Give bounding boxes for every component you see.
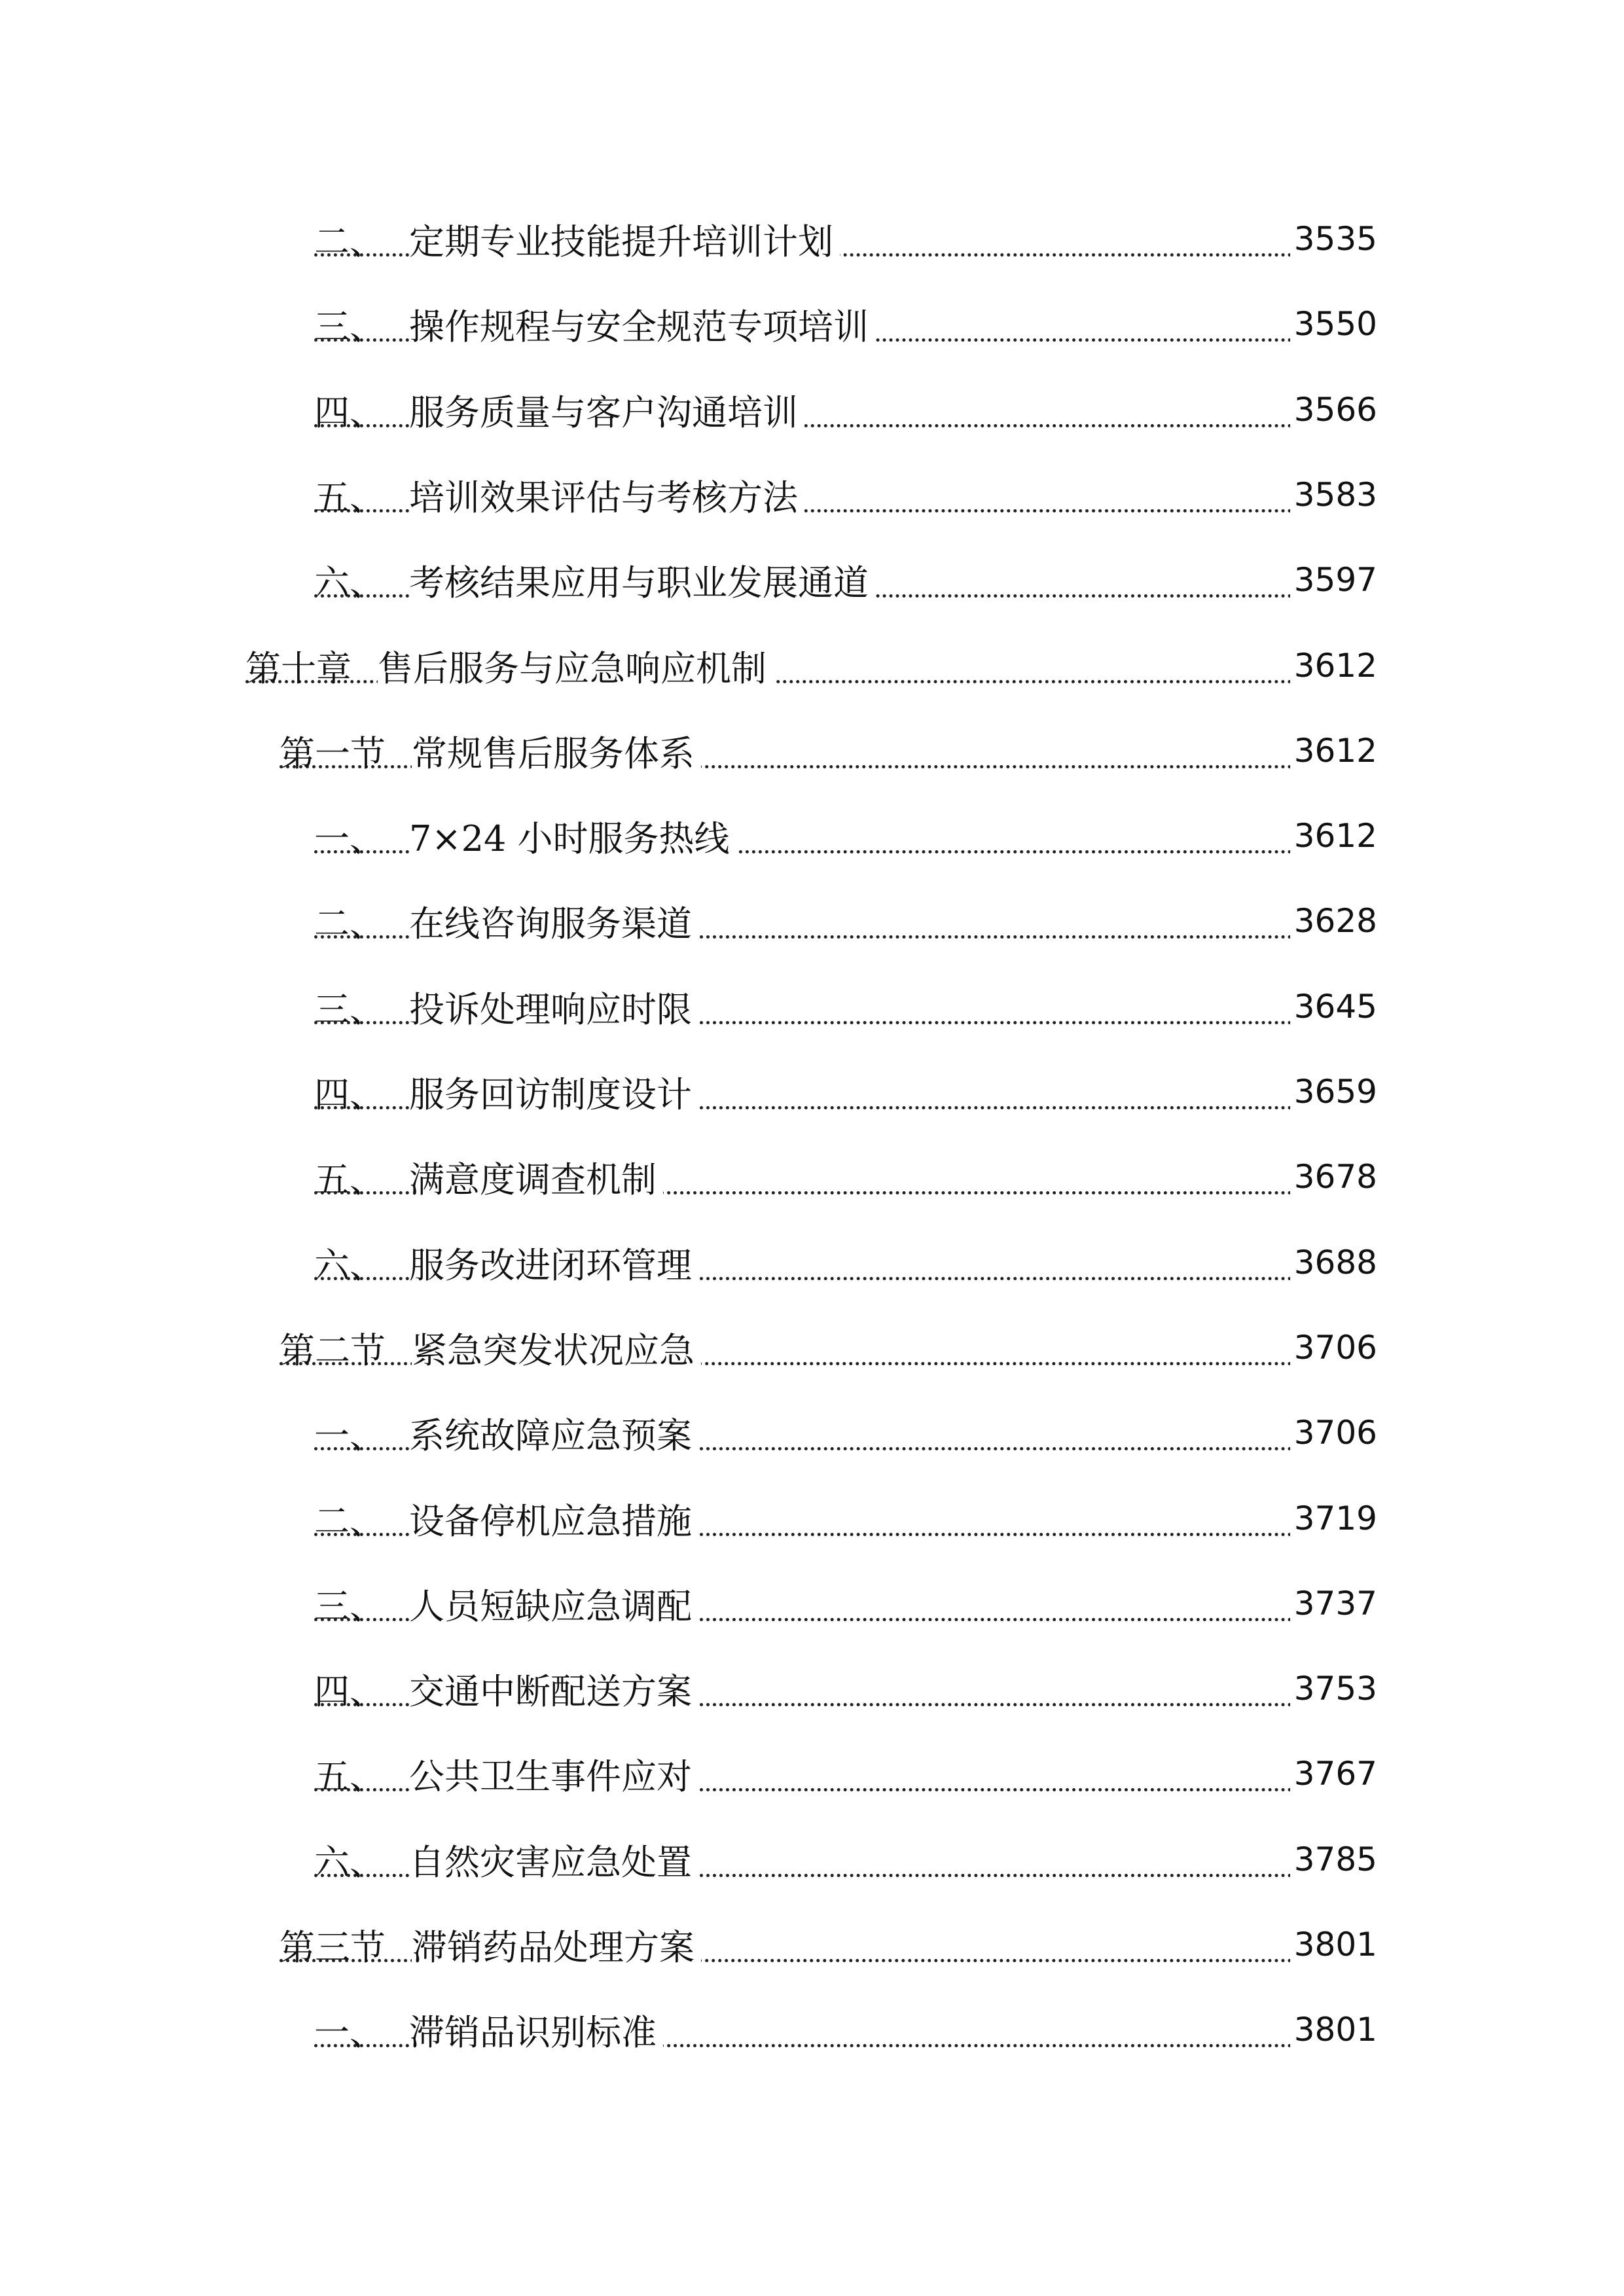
toc-page-number: 3801 (1290, 1909, 1377, 1981)
toc-entry-number: 四、 (314, 391, 385, 433)
toc-page-number: 3612 (1290, 630, 1377, 702)
toc-entry-title: 服务回访制度设计 (409, 1067, 698, 1117)
toc-entry-text (314, 885, 698, 957)
toc-page-number: 3767 (1290, 1738, 1377, 1810)
toc-page-number: 3535 (1290, 203, 1377, 275)
toc-entry-number: 第十章 (245, 647, 352, 689)
toc-entry-number: 六、 (314, 1244, 385, 1286)
toc-entry-title: 公共卫生事件应对 (409, 1749, 698, 1799)
toc-entry-title: 培训效果评估与考核方法 (409, 470, 804, 520)
toc-entry-title: 设备停机应急措施 (409, 1494, 698, 1544)
toc-entry-text (280, 1909, 701, 1981)
toc-page-number: 3612 (1290, 715, 1377, 787)
toc-entry-number: 四、 (314, 1670, 385, 1712)
toc-entry-title: 人员短缺应急调配 (409, 1579, 698, 1629)
toc-item-entry[interactable] (0, 1568, 1624, 1640)
toc-entry-text (314, 1738, 698, 1810)
toc-entry-text (314, 1141, 663, 1213)
toc-entry-number: 三、 (314, 306, 385, 348)
toc-item-entry[interactable] (0, 544, 1624, 616)
toc-entry-text (314, 1482, 698, 1554)
toc-entry-title: 7×24 小时服务热线 (409, 811, 736, 861)
toc-section-entry[interactable] (0, 1312, 1624, 1384)
toc-page-number: 3737 (1290, 1568, 1377, 1640)
toc-entry-number: 五、 (314, 476, 385, 518)
toc-entry-number: 第一节 (280, 732, 386, 774)
toc-entry-title: 考核结果应用与职业发展通道 (409, 555, 875, 605)
toc-page-number: 3678 (1290, 1141, 1377, 1213)
toc-entry-text (245, 630, 773, 702)
toc-entry-number: 四、 (314, 1073, 385, 1115)
toc-entry-text (314, 800, 736, 872)
toc-item-entry[interactable] (0, 1994, 1624, 2066)
toc-item-entry[interactable] (0, 1482, 1624, 1554)
toc-page-number: 3706 (1290, 1397, 1377, 1469)
toc-item-entry[interactable] (0, 800, 1624, 872)
toc-entry-text (280, 1312, 701, 1384)
toc-entry-title: 定期专业技能提升培训计划 (409, 214, 840, 264)
toc-entry-number: 六、 (314, 1841, 385, 1883)
toc-entry-text (280, 715, 701, 787)
toc-item-entry[interactable] (0, 288, 1624, 360)
toc-entry-title: 服务质量与客户沟通培训 (409, 385, 804, 435)
toc-entry-text (314, 971, 698, 1043)
toc-entry-text (314, 1994, 663, 2066)
toc-entry-title: 服务改进闭环管理 (409, 1238, 698, 1288)
toc-page-number: 3659 (1290, 1056, 1377, 1128)
toc-item-entry[interactable] (0, 971, 1624, 1043)
toc-page-number: 3566 (1290, 374, 1377, 446)
toc-entry-text (314, 1397, 698, 1469)
toc-item-entry[interactable] (0, 1227, 1624, 1299)
toc-entry-text (314, 1568, 698, 1640)
toc-entry-text (314, 203, 840, 275)
toc-entry-number: 三、 (314, 988, 385, 1030)
toc-entry-number: 六、 (314, 562, 385, 603)
toc-entry-title: 紧急突发状况应急 (412, 1323, 701, 1373)
toc-entry-text (314, 288, 875, 360)
toc-entry-title: 滞销药品处理方案 (412, 1920, 701, 1970)
toc-item-entry[interactable] (0, 1056, 1624, 1128)
toc-item-entry[interactable] (0, 203, 1624, 275)
toc-item-entry[interactable] (0, 1141, 1624, 1213)
toc-entry-number: 五、 (314, 1158, 385, 1200)
toc-entry-number: 一、 (314, 1414, 385, 1456)
toc-section-entry[interactable] (0, 1909, 1624, 1981)
toc-page-number: 3706 (1290, 1312, 1377, 1384)
toc-chapter-entry[interactable] (0, 630, 1624, 702)
toc-page-number: 3597 (1290, 544, 1377, 616)
toc-entry-text (314, 1056, 698, 1128)
toc-entry-title: 常规售后服务体系 (412, 726, 701, 776)
toc-page-number: 3550 (1290, 288, 1377, 360)
toc-entry-number: 第三节 (280, 1926, 386, 1968)
toc-entry-number: 二、 (314, 221, 385, 262)
toc-page-number: 3801 (1290, 1994, 1377, 2066)
toc-entry-number: 五、 (314, 1755, 385, 1797)
toc-page-number: 3645 (1290, 971, 1377, 1043)
toc-item-entry[interactable] (0, 885, 1624, 957)
toc-entry-text (314, 1227, 698, 1299)
toc-entry-title: 交通中断配送方案 (409, 1664, 698, 1714)
toc-entry-number: 一、 (314, 817, 385, 859)
toc-entry-text (314, 1653, 698, 1725)
toc-page-number: 3753 (1290, 1653, 1377, 1725)
toc-page-number: 3583 (1290, 459, 1377, 531)
toc-section-entry[interactable] (0, 715, 1624, 787)
toc-item-entry[interactable] (0, 1653, 1624, 1725)
toc-entry-title: 投诉处理响应时限 (409, 982, 698, 1032)
toc-entry-number: 第二节 (280, 1329, 386, 1371)
toc-entry-text (314, 1823, 698, 1895)
toc-entry-number: 一、 (314, 2011, 385, 2053)
toc-page-number: 3612 (1290, 800, 1377, 872)
toc-entry-title: 系统故障应急预案 (409, 1408, 698, 1458)
toc-entry-number: 二、 (314, 1500, 385, 1542)
toc-entry-text (314, 544, 875, 616)
toc-entry-text (314, 374, 804, 446)
toc-entry-number: 三、 (314, 1585, 385, 1627)
toc-page-number: 3785 (1290, 1823, 1377, 1895)
toc-item-entry[interactable] (0, 459, 1624, 531)
toc-item-entry[interactable] (0, 1397, 1624, 1469)
toc-item-entry[interactable] (0, 374, 1624, 446)
toc-entry-title: 自然灾害应急处置 (409, 1835, 698, 1885)
toc-entry-number: 二、 (314, 903, 385, 944)
toc-entry-title: 滞销品识别标准 (409, 2005, 663, 2055)
toc-entry-text (314, 459, 804, 531)
toc-page-number: 3719 (1290, 1482, 1377, 1554)
toc-entry-title: 操作规程与安全规范专项培训 (409, 299, 875, 350)
toc-item-entry[interactable] (0, 1738, 1624, 1810)
toc-entry-title: 售后服务与应急响应机制 (378, 641, 773, 691)
toc-page-number: 3628 (1290, 885, 1377, 957)
toc-entry-title: 满意度调查机制 (409, 1152, 663, 1202)
toc-entry-title: 在线咨询服务渠道 (409, 896, 698, 946)
toc-page-number: 3688 (1290, 1227, 1377, 1299)
toc-item-entry[interactable] (0, 1823, 1624, 1895)
